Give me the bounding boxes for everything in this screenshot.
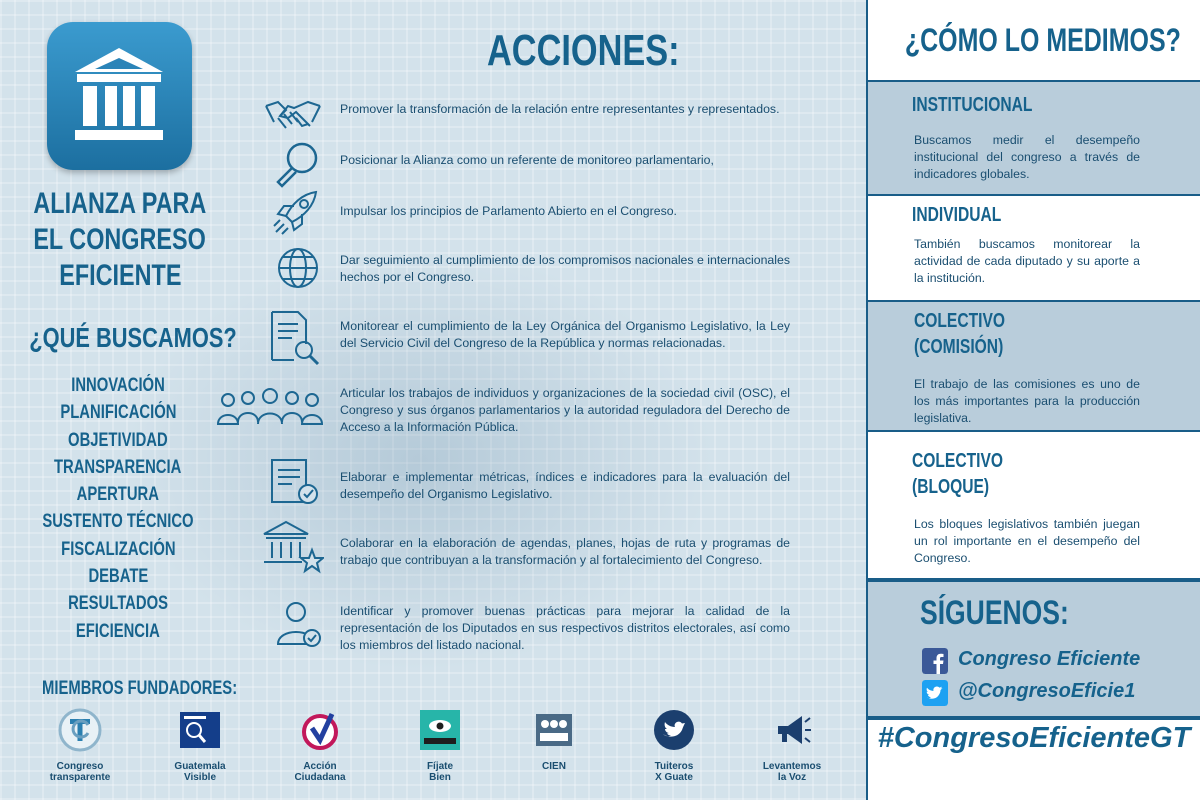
founding-members-heading [42,678,292,700]
building-star-icon [262,520,324,574]
section-subheading-label: (COMISIÓN) [914,336,1004,358]
member-congreso-transparente[interactable] [30,708,130,783]
value-item [0,399,236,426]
document-check-icon [268,456,322,508]
fijate-bien-logo [418,708,462,752]
value-label: OBJETIVIDAD [68,429,168,451]
member-fijate-bien[interactable] [390,708,490,783]
value-item [0,372,236,399]
como-lo-medimos-label: ¿CÓMO LO MEDIMOS? [904,22,1181,58]
alliance-name-line1: ALIANZA PARA [33,187,207,220]
accion-ciudadana-logo [298,708,342,752]
value-label: EFICIENCIA [76,620,160,642]
value-item [0,454,236,481]
member-name-line2: transparente [49,772,111,783]
member-name [390,761,490,783]
magnifier-icon [272,140,322,188]
member-name [150,761,250,783]
value-label: SUSTENTO TÉCNICO [42,511,194,533]
acciones-heading [487,26,734,76]
member-guatemala-visible[interactable] [150,708,250,783]
section-heading-label: COLECTIVO [914,310,1006,332]
user-check-icon [276,600,322,650]
alliance-name-line2: EL CONGRESO [33,223,207,256]
acciones-label: ACCIONES: [487,26,680,75]
section-heading [912,92,1066,118]
value-label: FISCALIZACIÓN [60,538,176,560]
member-name [30,761,130,783]
member-name-line2: X Guate [655,772,693,783]
action-item: Colaborar en la elaboración de agendas, planes, hojas de ruta y programas de trabajo que contribuyan a la transformación y al fortalecimiento del Congreso. [340,536,790,567]
action-item: Articular los trabajos de individuos y organizaciones de la sociedad civil (OSC), el Congreso y sus órganos parlamentarios y la autoridad reguladora del Derecho de Acceso a la Información Pública. [340,386,790,434]
member-tuiteros-x-guate[interactable] [624,708,724,783]
value-item [0,536,236,563]
value-label: INNOVACIÓN [71,375,165,396]
section-text: El trabajo de las comisiones es uno de los más importantes para la producción legislativa. [914,377,1140,425]
value-item [0,427,236,454]
member-name-line2: Ciudadana [294,772,346,783]
people-group-icon [216,384,324,428]
member-name-line2: la Voz [777,772,807,783]
cien-logo [532,708,576,752]
globe-icon [276,246,320,290]
action-item: Promover la transformación de la relación entre representantes y representados. [340,102,780,116]
guatemala-visible-logo [178,708,222,752]
value-item [0,563,236,590]
como-lo-medimos-heading [866,22,1200,59]
facebook-handle: Congreso Eficiente [958,648,1141,670]
member-name-line1: Tuiteros [654,761,694,772]
action-item: Posicionar la Alianza como un referente de monitoreo parlamentario, [340,153,714,167]
follow-us-label: SÍGUENOS: [920,594,1069,632]
megaphone-logo [770,708,814,752]
action-item: Dar seguimiento al cumplimiento de los compromisos nacionales e internacionales hechos por el Congreso. [340,253,790,284]
member-name [624,761,724,783]
member-name-line1: Congreso [56,761,104,772]
que-buscamos-heading [0,322,240,354]
value-label: DEBATE [88,566,148,588]
action-item: Identificar y promover buenas prácticas para mejorar la calidad de la representación de los Diputados en sus respectivos distritos electorales, así como los miembros del listado nacional. [340,604,790,652]
section-text: También buscamos monitorear la actividad de cada diputado y su aporte a la institución. [914,237,1140,285]
alliance-name-line3: EFICIENTE [58,259,182,292]
member-name [742,761,842,783]
member-name-line1: CIEN [542,761,566,772]
member-name-line1: Acción [303,761,337,772]
value-label: PLANIFICACIÓN [59,402,177,424]
section-heading-label: COLECTIVO [912,450,1004,472]
member-name-line1: Guatemala [174,761,226,772]
section-heading [912,448,1029,500]
value-item [0,590,236,617]
member-name [270,761,370,783]
section-text: Los bloques legislativos también juegan un rol importante en el desempeño del Congreso. [914,517,1140,565]
value-label: APERTURA [76,484,160,506]
member-name-line2: Visible [183,772,217,783]
member-name-line1: Levantemos [762,761,822,772]
value-label: RESULTADOS [68,593,168,615]
congreso-transparente-logo [58,708,102,752]
founding-members-label: MIEMBROS FUNDADORES: [42,678,238,699]
action-item: Elaborar e implementar métricas, índices e indicadores para la evaluación del desempeño del Organismo Legislativo. [340,470,790,501]
section-text: Buscamos medir el desempeño institucional del congreso a través de indicadores globales. [914,133,1140,181]
member-name-line1: Fíjate [426,761,454,772]
hashtag: #CongresoEficienteGT [877,722,1191,754]
member-name-line2: Bien [429,772,451,783]
que-buscamos-label: ¿QUÉ BUSCAMOS? [29,322,237,353]
follow-us-heading [920,594,1111,633]
action-item: Impulsar los principios de Parlamento Abierto en el Congreso. [340,204,677,218]
twitter-icon [922,680,948,706]
handshake-icon [264,96,322,140]
founding-members-list [30,708,830,798]
section-heading [914,308,1031,360]
document-search-icon [268,310,322,368]
building-icon [69,44,169,148]
section-heading-label: INDIVIDUAL [912,204,1002,226]
value-item [0,481,236,508]
section-heading [912,202,1026,228]
section-heading-label: INSTITUCIONAL [912,94,1033,116]
twitter-handle: @CongresoEficie1 [958,680,1136,702]
congress-building-logo [47,22,192,170]
action-item: Monitorear el cumplimiento de la Ley Orgánica del Organismo Legislativo, la Ley del Servicio Civil del Congreso de la República y normas relacionadas. [340,319,790,350]
member-levantemos-la-voz[interactable] [742,708,842,783]
values-list [0,372,236,645]
measurement-panel [866,0,1200,800]
value-item [0,508,236,535]
section-subheading-label: (BLOQUE) [912,476,990,498]
facebook-icon [922,648,948,674]
value-label: TRANSPARENCIA [54,456,182,478]
tuiteros-logo [652,708,696,752]
rocket-icon [272,188,320,236]
member-name [504,761,604,772]
member-cien[interactable] [504,708,604,772]
member-accion-ciudadana[interactable] [270,708,370,783]
alliance-name [0,186,240,294]
value-item [0,618,236,645]
